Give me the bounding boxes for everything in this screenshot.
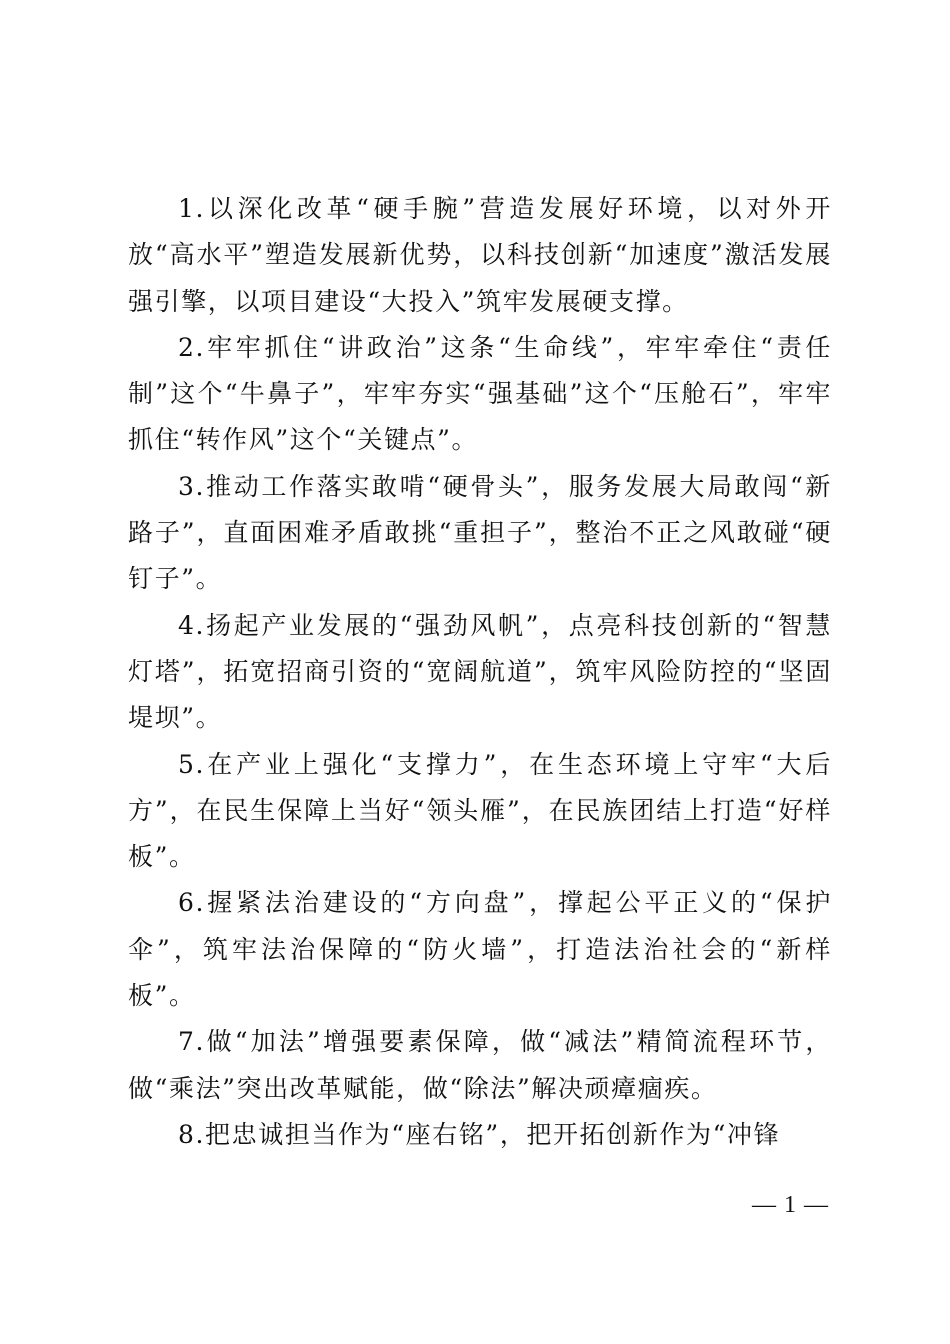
paragraph-2: 2.牢牢抓住“讲政治”这条“生命线”，牢牢牵住“责任制”这个“牛鼻子”，牢牢夯实“强基础”这个“压舱石”，牢牢抓住“转作风”这个“关键点”。 <box>128 332 832 455</box>
paragraph-4: 4.扬起产业发展的“强劲风帆”，点亮科技创新的“智慧灯塔”，拓宽招商引资的“宽阔航道”，筑牢风险防控的“坚固堤坝”。 <box>128 610 832 733</box>
paragraph-8: 8.把忠诚担当作为“座右铭”，把开拓创新作为“冲锋 <box>178 1119 781 1149</box>
document-body <box>128 186 832 1158</box>
paragraph-5: 5.在产业上强化“支撑力”，在生态环境上守牢“大后方”，在民生保障上当好“领头雁”，在民族团结上打造“好样板”。 <box>128 749 832 872</box>
paragraph-6: 6.握紧法治建设的“方向盘”，撑起公平正义的“保护伞”，筑牢法治保障的“防火墙”，打造法治社会的“新样板”。 <box>128 888 832 1011</box>
paragraph-3: 3.推动工作落实敢啃“硬骨头”，服务发展大局敢闯“新路子”，直面困难矛盾敢挑“重担子”，整治不正之风敢碰“硬钉子”。 <box>128 471 832 594</box>
paragraph-1: 1.以深化改革“硬手腕”营造发展好环境，以对外开放“高水平”塑造发展新优势，以科技创新“加速度”激活发展强引擎，以项目建设“大投入”筑牢发展硬支撑。 <box>128 194 832 316</box>
paragraph-7: 7.做“加法”增强要素保障，做“减法”精简流程环节，做“乘法”突出改革赋能，做“除法”解决顽瘴痼疾。 <box>128 1027 832 1103</box>
page-number: — 1 — <box>752 1192 829 1218</box>
